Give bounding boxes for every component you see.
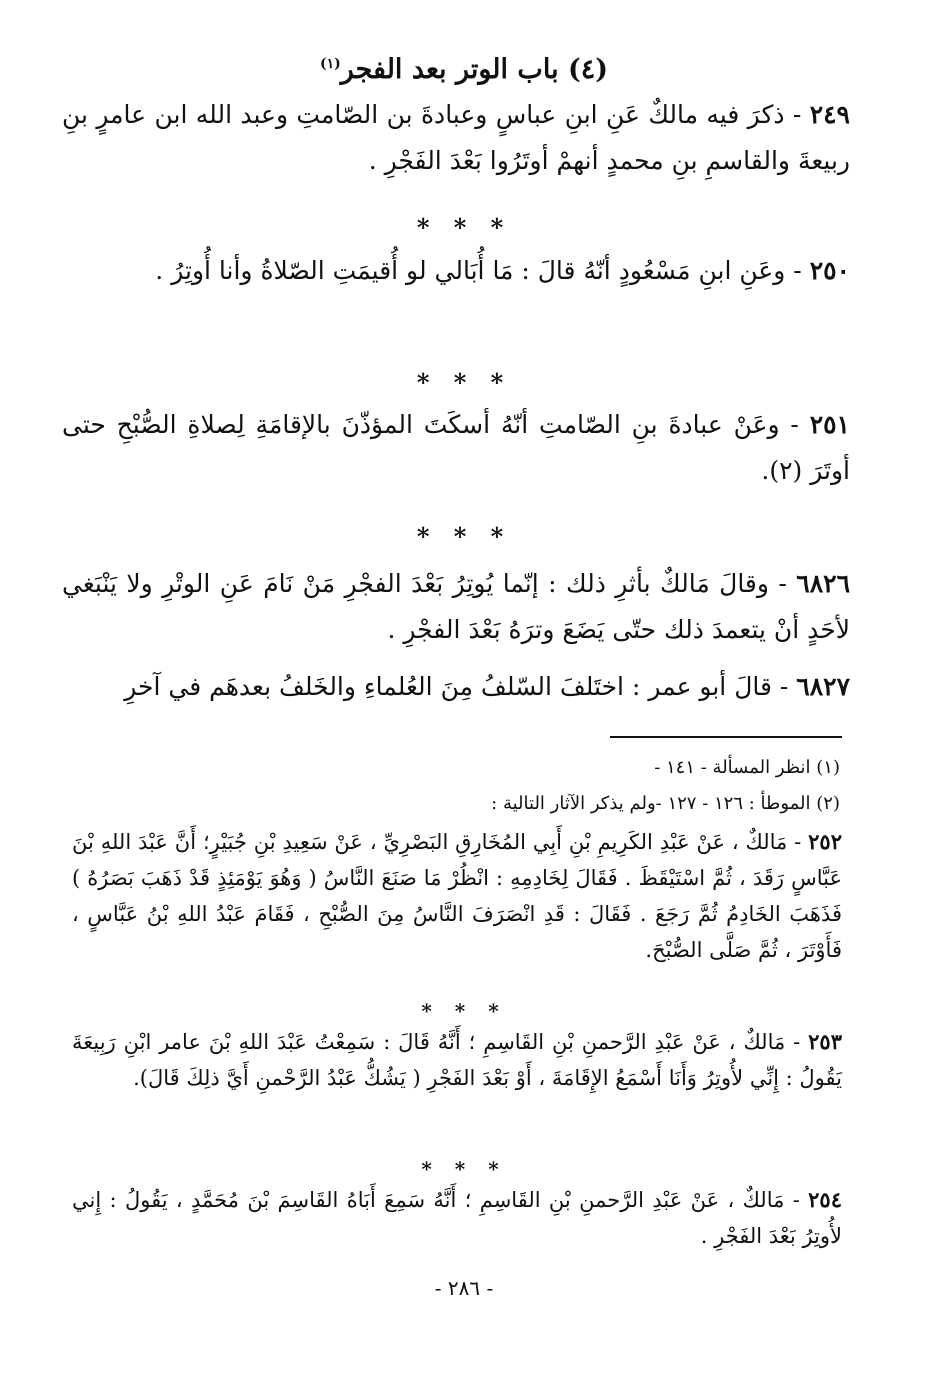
paragraph-text: - وعَنْ عبادةَ بنِ الصّامتِ أنّهُ أسكَتَ المؤذّنَ بالإقامَةِ لِصلاةِ الصُّبْحِ حتى أوتَرَ (٢). (62, 410, 850, 485)
paragraph-number: ٢٥٣ (808, 1029, 842, 1054)
paragraph-6826 (62, 561, 850, 653)
paragraph-number: ٦٨٢٦ (796, 569, 850, 598)
paragraph-6827 (62, 664, 850, 710)
paragraph-number: ٢٥٢ (808, 829, 842, 854)
paragraph-number: ٢٥٠ (809, 256, 850, 285)
paragraph-text: - ذكرَ فيه مالكٌ عَنِ ابنِ عباسٍ وعبادةَ بن الصّامتِ وعبد الله ابن عامرٍ بنِ ربيعةَ والقاسمِ بنِ محمدٍ أنهمْ أوتَرُوا بَعْدَ الفَجْرِ . (62, 100, 850, 175)
section-separator: * * * (421, 1157, 507, 1181)
paragraph-number: ٢٥١ (809, 410, 850, 439)
section-separator: * * * (421, 999, 507, 1023)
footnote-divider (610, 736, 842, 738)
footnote-paragraph-254 (72, 1182, 842, 1254)
paragraph-249 (62, 92, 850, 184)
section-separator: * * * (416, 522, 512, 551)
footnote-paragraph-252 (72, 824, 842, 968)
paragraph-250 (62, 248, 850, 294)
section-separator: * * * (416, 213, 512, 242)
paragraph-text: - مَالكٌ ، عَنْ عَبْدِ الكَرِيمِ بْنِ أَبِي المُخَارِقِ البَصْرِيِّ ، عَنْ سَعِيدِ بْنِ جُبَيْرٍ؛ أَنَّ عَبْدَ اللهِ بْنَ عَبَّاسٍ رَقَدَ ، ثُمَّ اسْتَيْقَظَ . فَقَالَ لِخَادِمِهِ : انْظُرْ مَا صَنَعَ النَّاسُ ( وَهُوَ يَوْمَئِذٍ قَدْ ذَهَبَ بَصَرُهُ ) فَذَهَبَ الخَادِمُ ثُمَّ رَجَعَ . فَقَالَ : قَدِ انْصَرَفَ النَّاسُ مِنَ الصُّبْحِ ، فَقَامَ عَبْدُ اللهِ بْنُ عَبَّاسٍ ، فَأَوْتَرَ ، ثُمَّ صَلَّى الصُّبْحَ. (72, 830, 842, 962)
chapter-title-text: (٤) باب الوتر بعد الفجر (340, 54, 609, 85)
paragraph-text: - وقالَ مَالكٌ بأثرِ ذلك : إنّما يُوتِرُ بَعْدَ الفجْرِ مَنْ نَامَ عَنِ الوتْرِ ولا يَنْبَغي لأحَدٍ أنْ يتعمدَ ذلك حتّى يَضَعَ وترَهُ بَعْدَ الفجْرِ . (62, 569, 850, 644)
page-number: - ٢٨٦ - (434, 1276, 494, 1300)
title-footnote-marker: (١) (319, 56, 341, 72)
chapter-title (0, 44, 928, 90)
paragraph-number: ٦٨٢٧ (796, 672, 850, 701)
paragraph-text: - مَالكٌ ، عَنْ عَبْدِ الرَّحمنِ بْنِ القَاسِمِ ؛ أَنَّهُ سَمِعَ أَبَاهُ القَاسِمَ بْنَ مُحَمَّدٍ ، يَقُولُ : إِني لأُوتِرُ بَعْدَ الفَجْرِ . (72, 1188, 842, 1248)
paragraph-text: - قالَ أبو عمر : اختَلفَ السّلفُ مِنَ العُلماءِ والخَلفُ بعدهَم في آخرِ (124, 672, 797, 701)
footnote-paragraph-253 (72, 1024, 842, 1096)
section-separator: * * * (416, 368, 512, 397)
footnote-2: (٢) الموطأ : ١٢٦ - ١٢٧ -ولم يذكر الآثار التالية : (491, 793, 840, 814)
paragraph-number: ٢٥٤ (808, 1187, 842, 1212)
paragraph-251 (62, 402, 850, 494)
footnote-1: (١) انظر المسألة - ١٤١ - (654, 757, 840, 778)
paragraph-text: - وعَنِ ابنِ مَسْعُودٍ أنّهُ قالَ : مَا أُبَالي لو أُقيمَتِ الصّلاةُ وأنا أُوتِرُ . (155, 256, 810, 285)
paragraph-text: - مَالكٌ ، عَنْ عَبْدِ الرَّحمنِ بْنِ القَاسِمِ ؛ أَنَّهُ قَالَ : سَمِعْتُ عَبْدَ اللهِ بْنَ عامر ابْنِ رَبِيعَةَ يَقُولُ : إِنِّي لأُوتِرُ وَأَنَا أَسْمَعُ الإِقَامَةَ ، أَوْ بَعْدَ الفَجْرِ ( يَشُكُّ عَبْدُ الرَّحْمنِ أَيَّ ذلِكَ قَالَ). (72, 1030, 842, 1090)
paragraph-number: ٢٤٩ (809, 100, 850, 129)
